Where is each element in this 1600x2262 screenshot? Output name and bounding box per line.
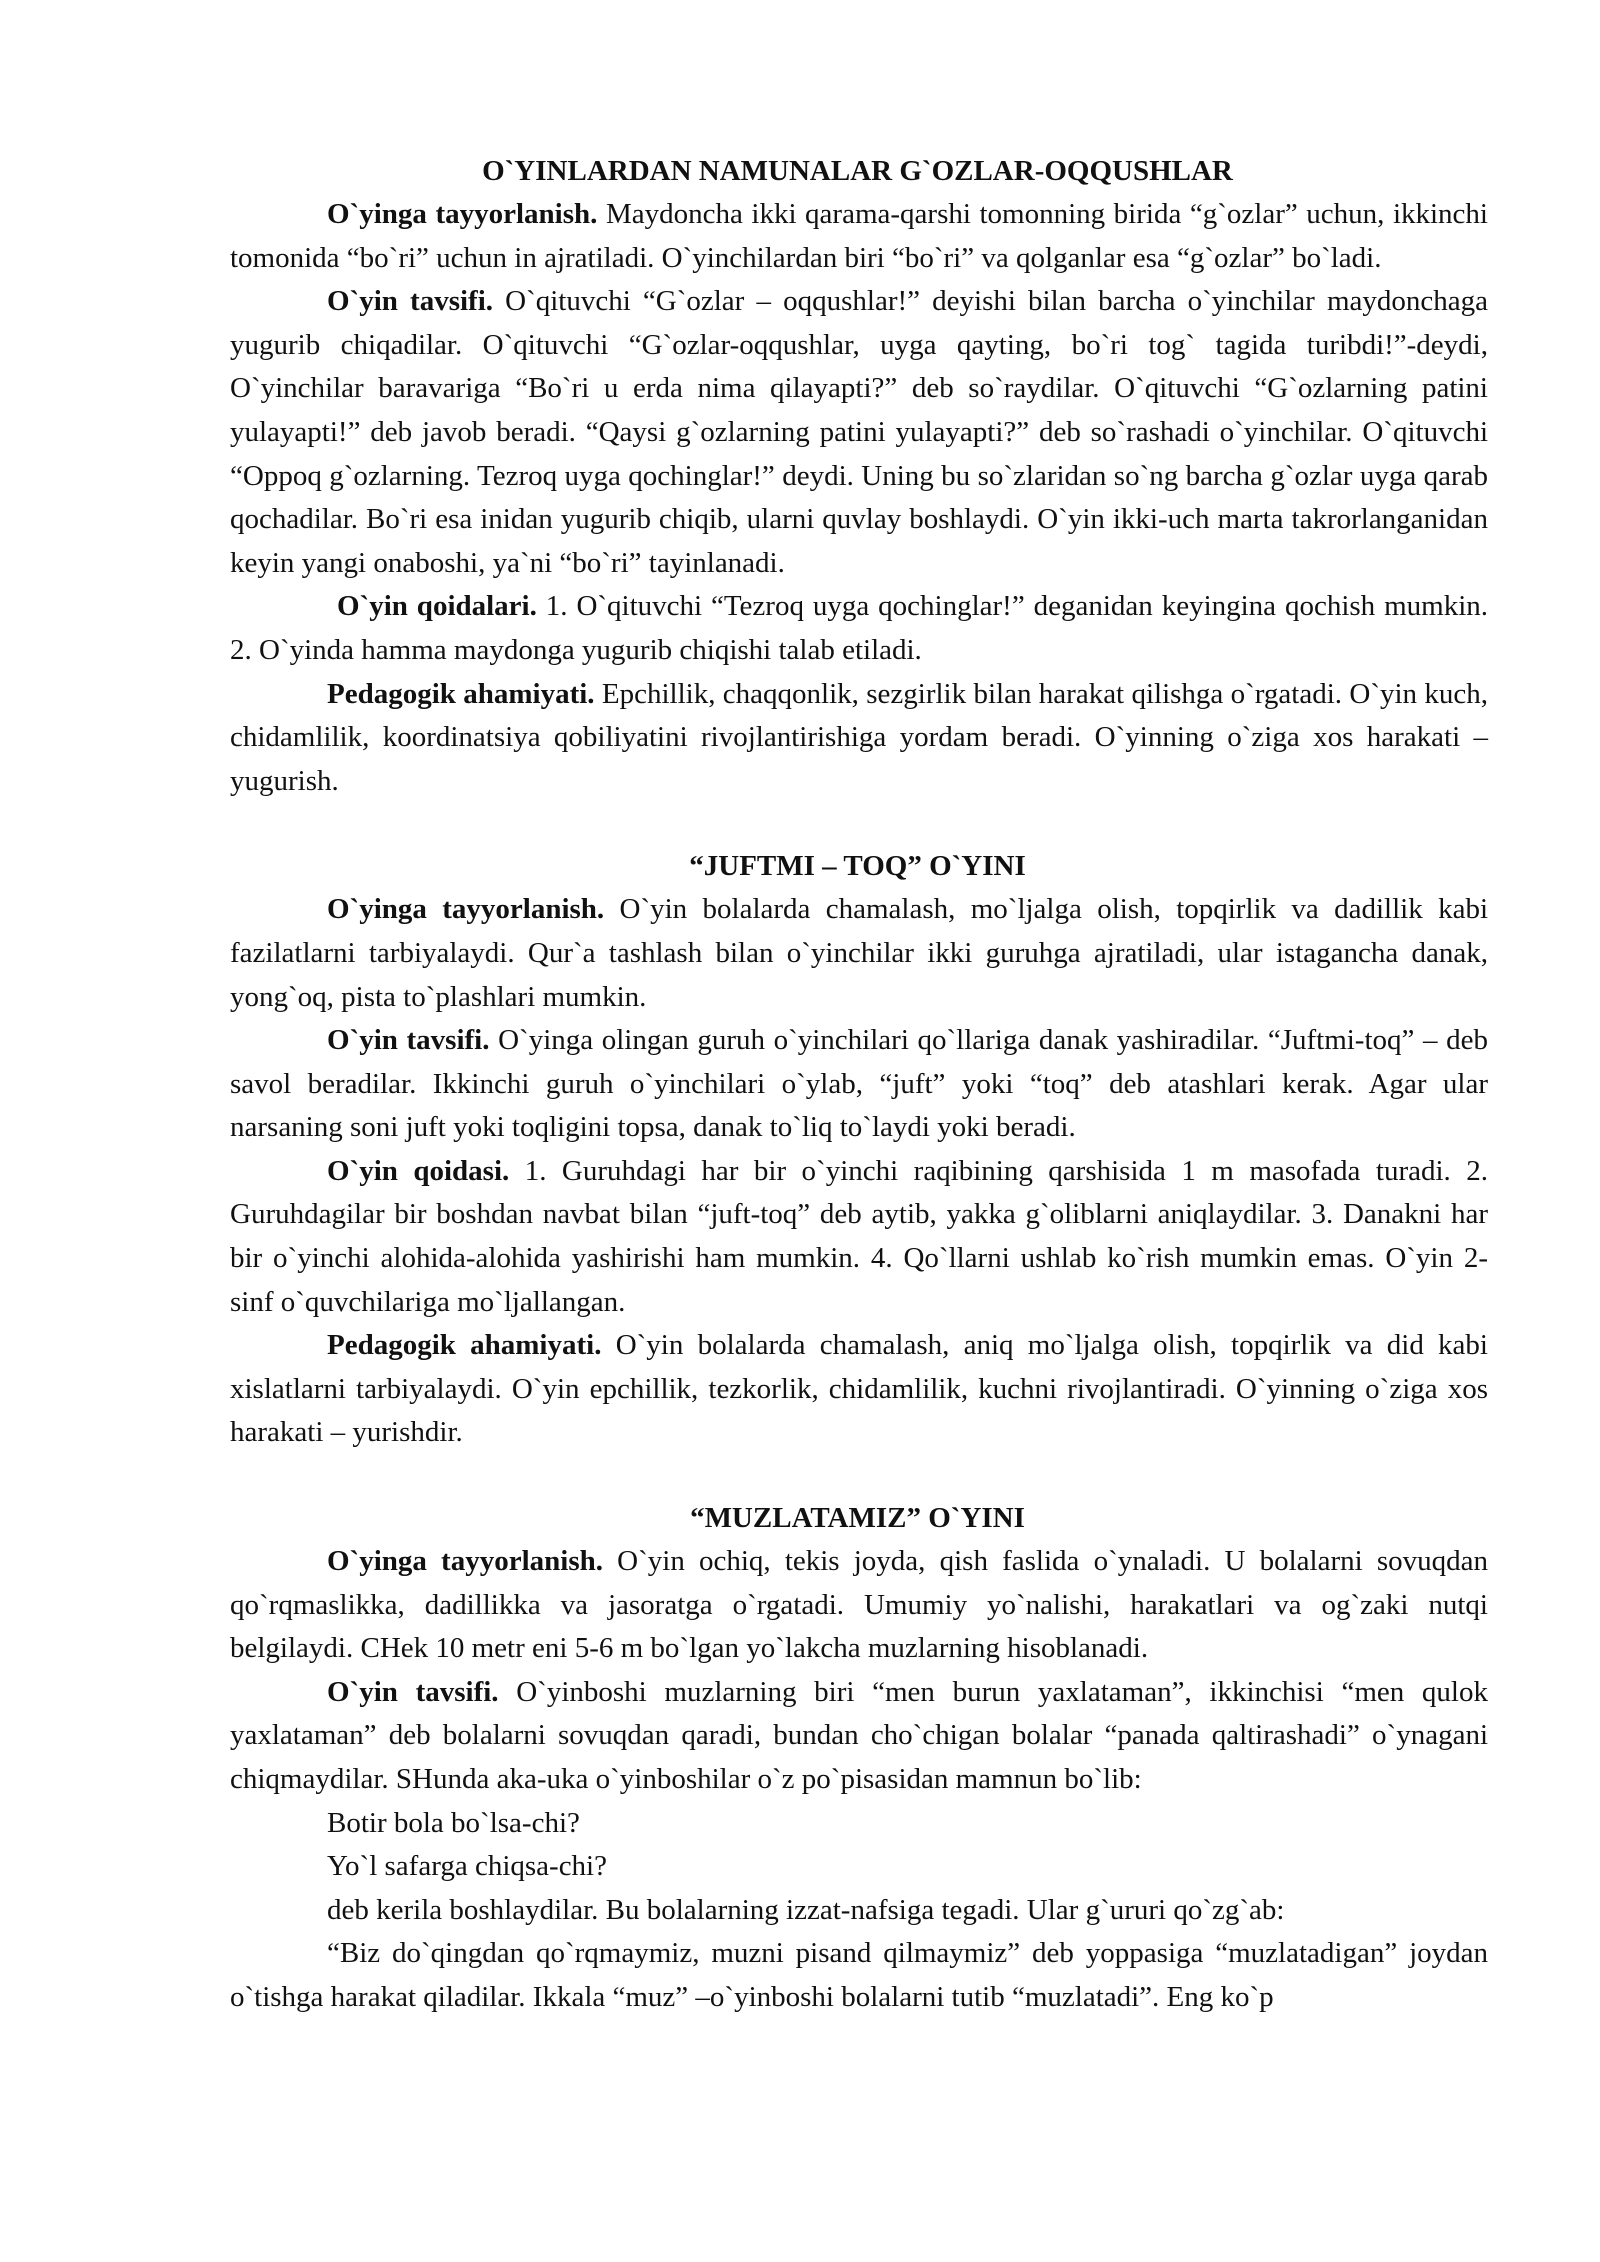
paragraph: [230, 193, 1488, 280]
paragraph-text: O`yin bolalarda chamalash, aniq mo`ljalga olish, topqirlik va did kabi xislatlarni tarbiyalaydi. O`yin epchillik, tezkorlik, chidamlilik, kuchni rivojlantiradi. O`yinning o`ziga xos harakati – yurishdir.: [230, 1329, 1488, 1449]
paragraph-lead: O`yin qoidasi.: [327, 1154, 510, 1187]
paragraph-text: Maydoncha ikki qarama-qarshi tomonning birida “g`ozlar” uchun, ikkinchi tomonida “bo`ri” uchun in ajratiladi. O`yinchilardan biri “bo`ri” va qolganlar esa “g`ozlar” bo`ladi.: [230, 198, 1488, 274]
paragraph-text: O`yinboshi muzlarning biri “men burun yaxlataman”, ikkinchisi “men qulok yaxlataman” deb bolalarni sovuqdan qaradi, bundan cho`chigan bolalar “panada qaltirashadi” o`ynagani chiqmaydilar. SHunda aka-uka o`yinboshilar o`z po`pisasidan mamnun bo`lib:: [230, 1675, 1488, 1795]
paragraph-text: Epchillik, chaqqonlik, sezgirlik bilan harakat qilishga o`rgatadi. O`yin kuch, chidamlilik, koordinatsiya qobiliyatini rivojlantirishiga yordam beradi. O`yinning o`ziga xos harakati – yugurish.: [230, 677, 1488, 797]
section-gozlar-oqqushlar: [230, 150, 1488, 803]
paragraph: [230, 1019, 1488, 1150]
section-juftmi-toq: [230, 845, 1488, 1455]
paragraph: [230, 673, 1488, 804]
paragraph-text: O`yin bolalarda chamalash, mo`ljalga olish, topqirlik va dadillik kabi fazilatlarni tarbiyalaydi. Qur`a tashlash bilan o`yinchilar ikki guruhga ajratiladi, ular istagancha danak, yong`oq, pista to`plashlari mumkin.: [230, 893, 1488, 1013]
paragraph-lead: O`yin tavsifi.: [327, 1024, 490, 1057]
paragraph-lead: O`yin tavsifi.: [327, 285, 493, 318]
section-muzlatamiz: [230, 1497, 1488, 2020]
paragraph: [230, 1671, 1488, 1802]
paragraph-text: O`yin ochiq, tekis joyda, qish faslida o`ynaladi. U bolalarni sovuqdan qo`rqmaslikka, dadillikka va jasoratga o`rgatadi. Umumiy yo`nalishi, harakatlari va og`zaki nutqi belgilaydi. CHek 10 metr eni 5-6 m bo`lgan yo`lakcha muzlarning hisoblanadi.: [230, 1545, 1488, 1665]
paragraph: deb kerila boshlaydilar. Bu bolalarning izzat-nafsiga tegadi. Ular g`ururi qo`zg`ab:: [327, 1893, 1285, 1926]
paragraph: “Biz do`qingdan qo`rqmaymiz, muzni pisand qilmaymiz” deb yoppasiga “muzlatadigan” joydan o`tishga harakat qiladilar. Ikkala “muz” –o`yinboshi bolalarni tutib “muzlatadi”. Eng ko`p: [230, 1937, 1488, 2013]
paragraph: [230, 1150, 1488, 1324]
section-title: O`YINLARDAN NAMUNALAR G`OZLAR-OQQUSHLAR: [482, 155, 1233, 187]
paragraph-text: O`qituvchi “G`ozlar – oqqushlar!” deyishi bilan barcha o`yinchilar maydonchaga yugurib chiqadilar. O`qituvchi “G`ozlar-oqqushlar, uyga qayting, bo`ri tog` tagida turibdi!”-deydi, O`yinchilar baravariga “Bo`ri u erda nima qilayapti?” deb so`raydilar. O`qituvchi “G`ozlarning patini yulayapti!” deb javob beradi. “Qaysi g`ozlarning patini yulayapti?” deb so`rashadi o`yinchilar. O`qituvchi “Oppoq g`ozlarning. Tezroq uyga qochinglar!” deydi. Uning bu so`zlaridan so`ng barcha g`ozlar uyga qarab qochadilar. Bo`ri esa inidan yugurib chiqib, ularni quvlay boshlaydi. O`yin ikki-uch marta takrorlanganidan keyin yangi onaboshi, ya`ni “bo`ri” tayinlanadi.: [230, 285, 1488, 579]
paragraph-text: O`yinga olingan guruh o`yinchilari qo`llariga danak yashiradilar. “Juftmi-toq” – deb savol beradilar. Ikkinchi guruh o`yinchilari o`ylab, “juft” yoki “toq” deb atashlari kerak. Agar ular narsaning soni juft yoki toqligini topsa, danak to`liq to`laydi yoki beradi.: [230, 1024, 1488, 1144]
paragraph-lead: O`yin qoidalari.: [337, 590, 537, 623]
verse-line: Yo`l safarga chiqsa-chi?: [327, 1850, 607, 1883]
verse-line: Botir bola bo`lsa-chi?: [327, 1806, 580, 1839]
paragraph: [230, 280, 1488, 585]
paragraph: [230, 1324, 1488, 1455]
paragraph-lead: O`yinga tayyorlanish.: [327, 893, 605, 926]
paragraph-lead: O`yin tavsifi.: [327, 1675, 499, 1708]
paragraph-text: 1. O`qituvchi “Tezroq uyga qochinglar!” deganidan keyingina qochish mumkin. 2. O`yinda hamma maydonga yugurib chiqishi talab etiladi.: [230, 590, 1489, 666]
paragraph-text: 1. Guruhdagi har bir o`yinchi raqibining qarshisida 1 m masofada turadi. 2. Guruhdagilar bir boshdan navbat bilan “juft-toq” deb aytib, yakka g`oliblarni aniqlaydilar. 3. Danakni har bir o`yinchi alohida-alohida yashirishi ham mumkin. 4. Qo`llarni ushlab ko`rish mumkin emas. O`yin 2- sinf o`quvchilariga mo`ljallangan.: [230, 1154, 1488, 1318]
paragraph-lead: O`yinga tayyorlanish.: [327, 1545, 603, 1578]
paragraph-lead: O`yinga tayyorlanish.: [327, 198, 598, 230]
paragraph: [230, 888, 1488, 1019]
paragraph: [230, 1540, 1488, 1671]
paragraph-lead: Pedagogik ahamiyati.: [327, 1329, 602, 1362]
section-title: “MUZLATAMIZ” O`YINI: [690, 1502, 1025, 1535]
section-title: “JUFTMI – TOQ” O`YINI: [689, 850, 1026, 883]
paragraph: [230, 585, 1488, 672]
paragraph-lead: Pedagogik ahamiyati.: [327, 677, 595, 710]
